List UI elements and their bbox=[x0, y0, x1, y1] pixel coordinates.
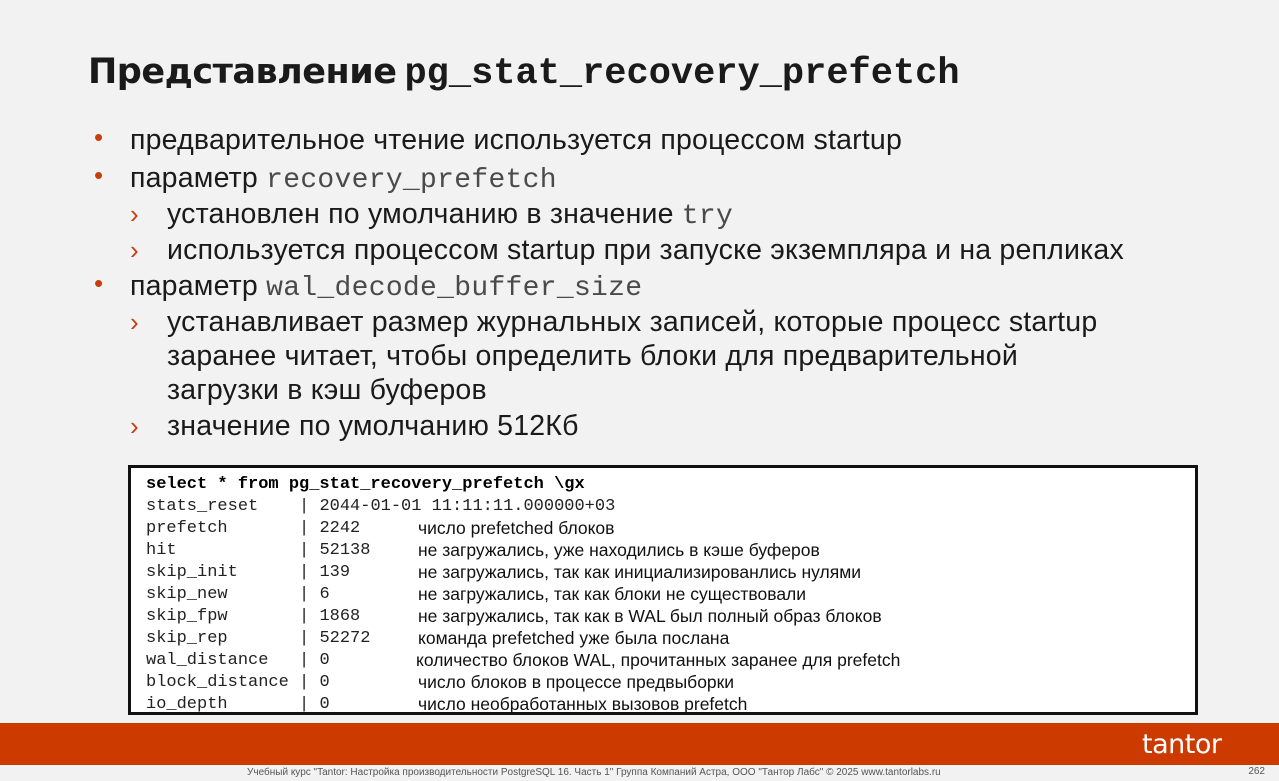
result-row bbox=[146, 627, 730, 649]
field-note: число блоков в процессе предвыборки bbox=[418, 672, 735, 692]
sub-bullet-marker: › bbox=[130, 235, 139, 265]
column-separator: | bbox=[299, 629, 320, 648]
field-value: 52272 bbox=[319, 629, 371, 648]
column-separator: | bbox=[299, 519, 320, 538]
bullet-text: предварительное чтение используется процессом startup bbox=[130, 124, 903, 156]
bullet-item bbox=[130, 269, 642, 306]
result-row bbox=[146, 517, 615, 539]
field-value: 6 bbox=[319, 585, 330, 604]
field-value: 0 bbox=[319, 673, 330, 692]
column-separator: | bbox=[299, 497, 320, 516]
result-row bbox=[146, 583, 807, 605]
result-row bbox=[146, 561, 861, 583]
inline-code: try bbox=[681, 201, 734, 232]
field-name: hit bbox=[146, 541, 300, 560]
slide-title bbox=[88, 52, 960, 95]
title-text: Представление bbox=[88, 52, 397, 92]
field-value: 52138 bbox=[319, 541, 371, 560]
field-note: не загружались, так как инициализированлись нулями bbox=[418, 562, 861, 582]
field-value: 2242 bbox=[319, 519, 361, 538]
result-row bbox=[146, 671, 735, 693]
sub-bullet-marker: › bbox=[130, 199, 139, 229]
sub-bullet-marker: › bbox=[130, 307, 139, 337]
sub-bullet-item bbox=[167, 339, 1018, 373]
field-name: block_distance bbox=[146, 673, 300, 692]
bullet-text: параметр bbox=[130, 270, 267, 302]
inline-code: recovery_prefetch bbox=[266, 165, 557, 196]
inline-code: wal_decode_buffer_size bbox=[266, 273, 643, 304]
title-code: pg_stat_recovery_prefetch bbox=[404, 53, 960, 95]
sql-query-text: select * from pg_stat_recovery_prefetch \gx bbox=[146, 475, 585, 494]
column-separator: | bbox=[299, 607, 320, 626]
field-value: 2044-01-01 11:11:11.000000+03 bbox=[319, 497, 616, 516]
field-note: число prefetched блоков bbox=[418, 518, 615, 538]
bullet-marker: • bbox=[94, 160, 104, 190]
page-number: 262 bbox=[1248, 766, 1265, 777]
field-note: не загружались, уже находились в кэше буферов bbox=[418, 540, 820, 560]
field-note: не загружались, так как блоки не существовали bbox=[418, 584, 807, 604]
bullet-marker: • bbox=[94, 122, 104, 152]
field-value: 0 bbox=[319, 695, 330, 714]
field-name: io_depth bbox=[146, 695, 300, 714]
column-separator: | bbox=[299, 585, 320, 604]
result-row bbox=[146, 649, 901, 671]
field-note: не загружались, так как в WAL был полный образ блоков bbox=[418, 606, 882, 626]
sub-bullet-item bbox=[167, 305, 1097, 339]
column-separator: | bbox=[299, 563, 320, 582]
result-row bbox=[146, 539, 820, 561]
field-name: skip_fpw bbox=[146, 607, 300, 626]
code-block bbox=[128, 465, 1198, 715]
result-row bbox=[146, 495, 615, 517]
bullet-text: параметр bbox=[130, 162, 267, 194]
footer-bar bbox=[0, 723, 1279, 765]
sub-bullet-item bbox=[167, 409, 579, 443]
column-separator: | bbox=[299, 541, 320, 560]
bullet-marker: • bbox=[94, 268, 104, 298]
field-value: 139 bbox=[319, 563, 351, 582]
bullet-text: устанавливает размер журнальных записей, которые процесс startup bbox=[167, 306, 1098, 338]
field-name: skip_new bbox=[146, 585, 300, 604]
field-note: число необработанных вызовов prefetch bbox=[418, 694, 748, 714]
sub-bullet-item bbox=[167, 197, 733, 234]
field-value: 1868 bbox=[319, 607, 361, 626]
field-name: skip_rep bbox=[146, 629, 300, 648]
bullet-text: установлен по умолчанию в значение bbox=[167, 198, 682, 230]
bullet-item bbox=[130, 161, 557, 198]
sub-bullet-item bbox=[167, 373, 487, 407]
tantor-logo: tantor bbox=[1142, 729, 1222, 760]
column-separator: | bbox=[299, 695, 320, 714]
bullet-text: заранее читает, чтобы определить блоки для предварительной bbox=[167, 340, 1018, 372]
result-row bbox=[146, 693, 748, 715]
field-name: prefetch bbox=[146, 519, 300, 538]
field-note: количество блоков WAL, прочитанных заранее для prefetch bbox=[416, 650, 901, 670]
bullet-text: используется процессом startup при запуске экземпляра и на репликах bbox=[167, 234, 1124, 266]
result-row bbox=[146, 605, 882, 627]
field-name: skip_init bbox=[146, 563, 300, 582]
field-name: stats_reset bbox=[146, 497, 300, 516]
sql-query bbox=[146, 473, 585, 495]
field-name: wal_distance bbox=[146, 651, 300, 670]
bullet-item bbox=[130, 123, 902, 157]
bullet-text: загрузки в кэш буферов bbox=[167, 374, 487, 406]
sub-bullet-item bbox=[167, 233, 1124, 267]
column-separator: | bbox=[299, 673, 320, 692]
footer-note: Учебный курс "Tantor: Настройка производительности PostgreSQL 16. Часть 1" Группа Компаний Астра, ООО "Тантор Лабс" © 2025 www.tantorlabs.ru bbox=[247, 767, 941, 778]
bullet-text: значение по умолчанию 512Кб bbox=[167, 410, 579, 442]
sub-bullet-marker: › bbox=[130, 411, 139, 441]
field-note: команда prefetched уже была послана bbox=[418, 628, 730, 648]
column-separator: | bbox=[299, 651, 320, 670]
field-value: 0 bbox=[319, 651, 330, 670]
